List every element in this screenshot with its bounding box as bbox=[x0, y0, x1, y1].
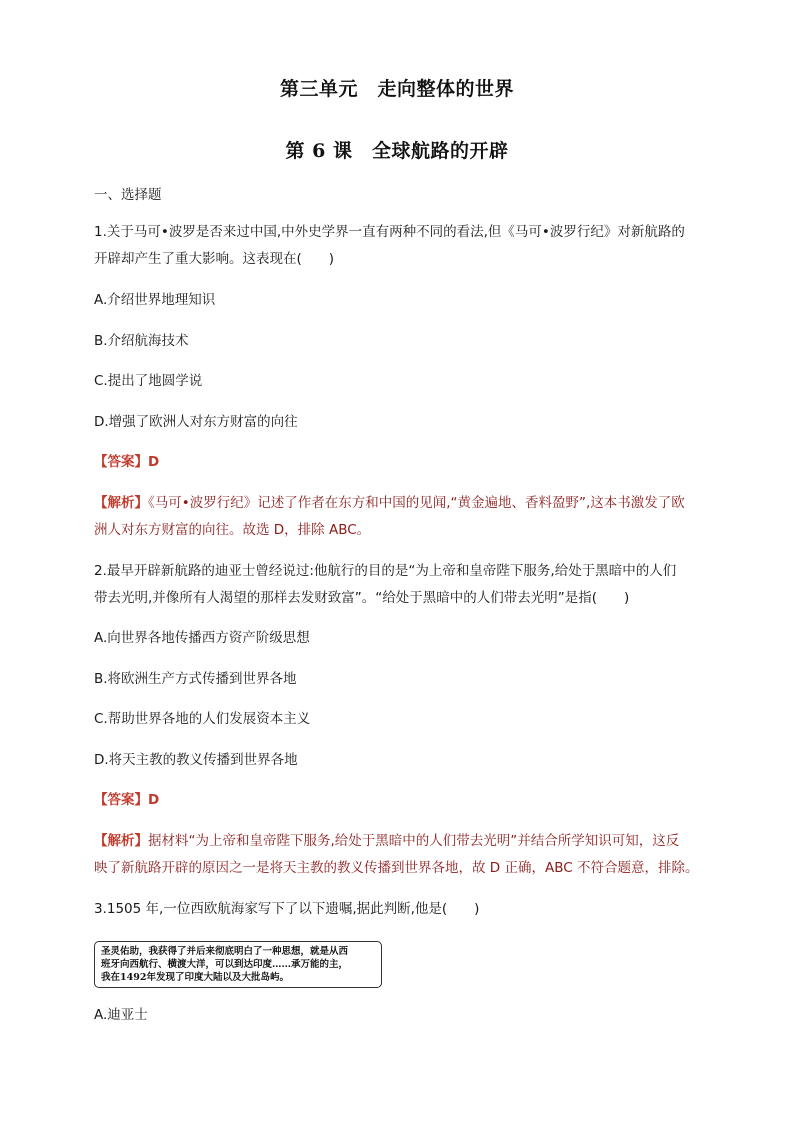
q2-stem-line2: 带去光明,并像所有人渴望的那样去发财致富”。“给处于黑暗中的人们带去光明”是指( ) bbox=[94, 590, 630, 606]
q1-answer-value: D bbox=[148, 454, 160, 470]
q1-analysis-text2: 洲人对东方财富的向往。故选 D，排除 ABC。 bbox=[94, 522, 371, 538]
lesson-title: 第 6 课 全球航路的开辟 bbox=[285, 140, 509, 162]
q1-option-b: B.介绍航海技术 bbox=[94, 333, 189, 349]
q2-analysis-text2: 映了新航路开辟的原因之一是将天主教的教义传播到世界各地，故 D 正确，ABC 不符合题意，排除。 bbox=[94, 860, 699, 876]
q1-answer-label: 【答案】 bbox=[94, 454, 148, 470]
q2-analysis-text1: 据材料“为上帝和皇帝陛下服务,给处于黑暗中的人们带去光明”并结合所学知识可知，这反 bbox=[148, 833, 680, 849]
q2-option-c: C.帮助世界各地的人们发展资本主义 bbox=[94, 711, 311, 727]
q2-analysis-line2 bbox=[94, 858, 706, 878]
q3-quote-line1: 圣灵佑助，我获得了并后来彻底明白了一种思想，就是从西 bbox=[101, 946, 349, 957]
q3-stem-line1: 3.1505 年,一位西欧航海家写下了以下遗嘱,据此判断,他是( ) bbox=[94, 901, 480, 917]
q2-option-d: D.将天主教的教义传播到世界各地 bbox=[94, 752, 298, 768]
q2-option-b: B.将欧洲生产方式传播到世界各地 bbox=[94, 671, 297, 687]
q2-answer bbox=[94, 790, 706, 810]
q1-analysis-text1: 《马可•波罗行纪》记述了作者在东方和中国的见闻,“黄金遍地、香料盈野”,这本书激发了欧 bbox=[148, 495, 685, 511]
q3-quote-box bbox=[94, 941, 382, 988]
q1-option-d: D.增强了欧洲人对东方财富的向往 bbox=[94, 414, 298, 430]
q1-analysis-line2 bbox=[94, 520, 706, 540]
q3-quote-line3: 我在1492年发现了印度大陆以及大批岛屿。 bbox=[101, 972, 289, 983]
unit-title: 第三单元 走向整体的世界 bbox=[279, 78, 514, 100]
q3-option-a: A.迪亚士 bbox=[94, 1007, 148, 1023]
q1-analysis-line1 bbox=[94, 493, 706, 513]
section-heading: 一、选择题 bbox=[94, 187, 162, 203]
q1-option-a: A.介绍世界地理知识 bbox=[94, 292, 216, 308]
q3-quote-line2: 班牙向西航行、横渡大洋，可以到达印度……承万能的主， bbox=[101, 959, 349, 970]
q2-analysis-line1 bbox=[94, 831, 706, 851]
q2-analysis-label: 【解析】 bbox=[94, 833, 148, 849]
q1-stem-line2: 开辟却产生了重大影响。这表现在( ) bbox=[94, 251, 335, 267]
q2-answer-value: D bbox=[148, 792, 160, 808]
q2-option-a: A.向世界各地传播西方资产阶级思想 bbox=[94, 630, 310, 646]
q1-answer bbox=[94, 452, 706, 472]
q1-stem-line1: 1.关于马可•波罗是否来过中国,中外史学界一直有两种不同的看法,但《马可•波罗行纪》对新航路的 bbox=[94, 224, 685, 240]
q2-stem-line1: 2.最早开辟新航路的迪亚士曾经说过:他航行的目的是“为上帝和皇帝陛下服务,给处于黑暗中的人们 bbox=[94, 563, 677, 579]
q1-option-c: C.提出了地圆学说 bbox=[94, 373, 203, 389]
q2-answer-label: 【答案】 bbox=[94, 792, 148, 808]
q1-analysis-label: 【解析】 bbox=[94, 495, 148, 511]
